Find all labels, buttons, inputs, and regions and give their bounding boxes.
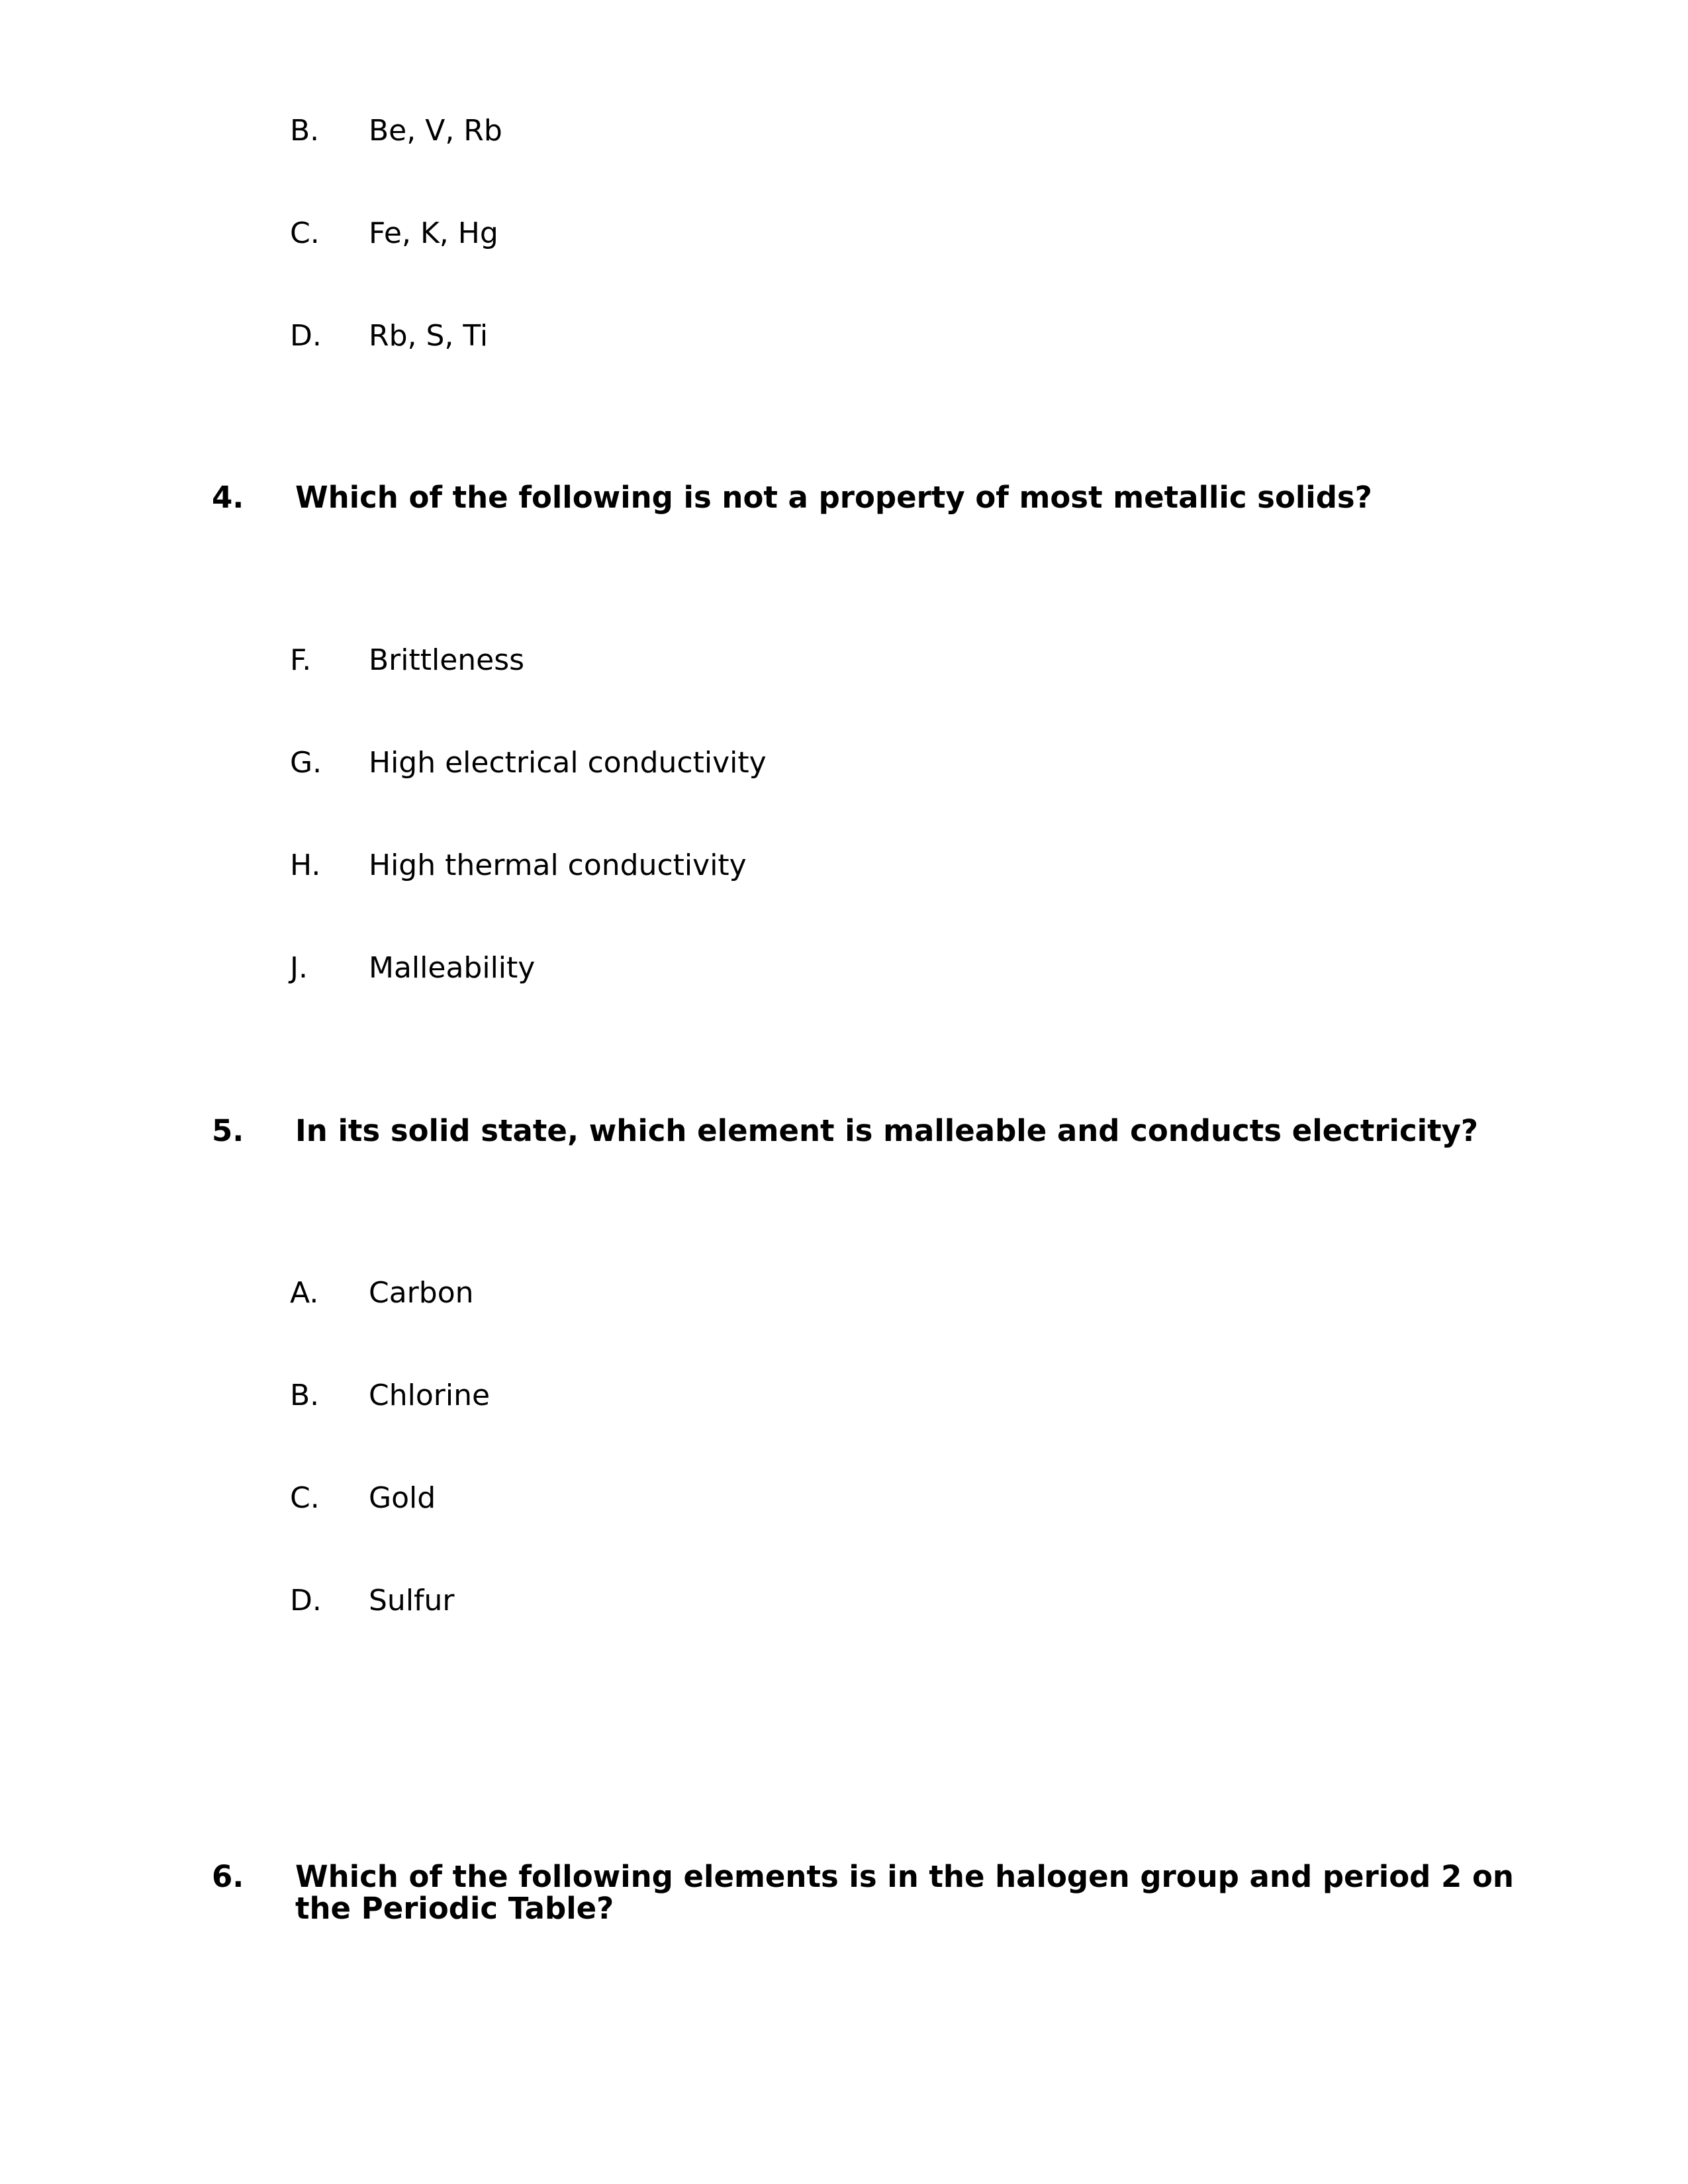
option-letter: C. xyxy=(290,216,320,250)
option-text: High thermal conductivity xyxy=(369,848,747,882)
option-text: Fe, K, Hg xyxy=(369,216,498,250)
option-letter: J. xyxy=(290,951,308,985)
question-number: 4. xyxy=(212,480,244,515)
option-letter: B. xyxy=(290,114,320,148)
option-text: Be, V, Rb xyxy=(369,114,502,148)
option-text: Brittleness xyxy=(369,643,525,677)
option-text: Gold xyxy=(369,1481,436,1515)
option-text: Carbon xyxy=(369,1276,474,1310)
option-letter: C. xyxy=(290,1481,320,1515)
question-number: 6. xyxy=(212,1859,244,1894)
question-text-line-2: the Periodic Table? xyxy=(295,1891,614,1926)
option-letter: G. xyxy=(290,746,322,780)
option-letter: F. xyxy=(290,643,312,677)
option-text: Sulfur xyxy=(369,1584,455,1617)
question-text: Which of the following is not a property of most metallic solids? xyxy=(295,480,1372,515)
option-text: Chlorine xyxy=(369,1379,491,1412)
option-letter: D. xyxy=(290,1584,322,1617)
question-text-line-1: Which of the following elements is in the halogen group and period 2 on xyxy=(295,1859,1514,1894)
question-number: 5. xyxy=(212,1113,244,1148)
option-letter: H. xyxy=(290,848,321,882)
option-text: Rb, S, Ti xyxy=(369,319,489,353)
question-text: In its solid state, which element is malleable and conducts electricity? xyxy=(295,1113,1479,1148)
option-letter: D. xyxy=(290,319,322,353)
option-text: Malleability xyxy=(369,951,536,985)
option-text: High electrical conductivity xyxy=(369,746,767,780)
option-letter: A. xyxy=(290,1276,319,1310)
option-letter: B. xyxy=(290,1379,320,1412)
